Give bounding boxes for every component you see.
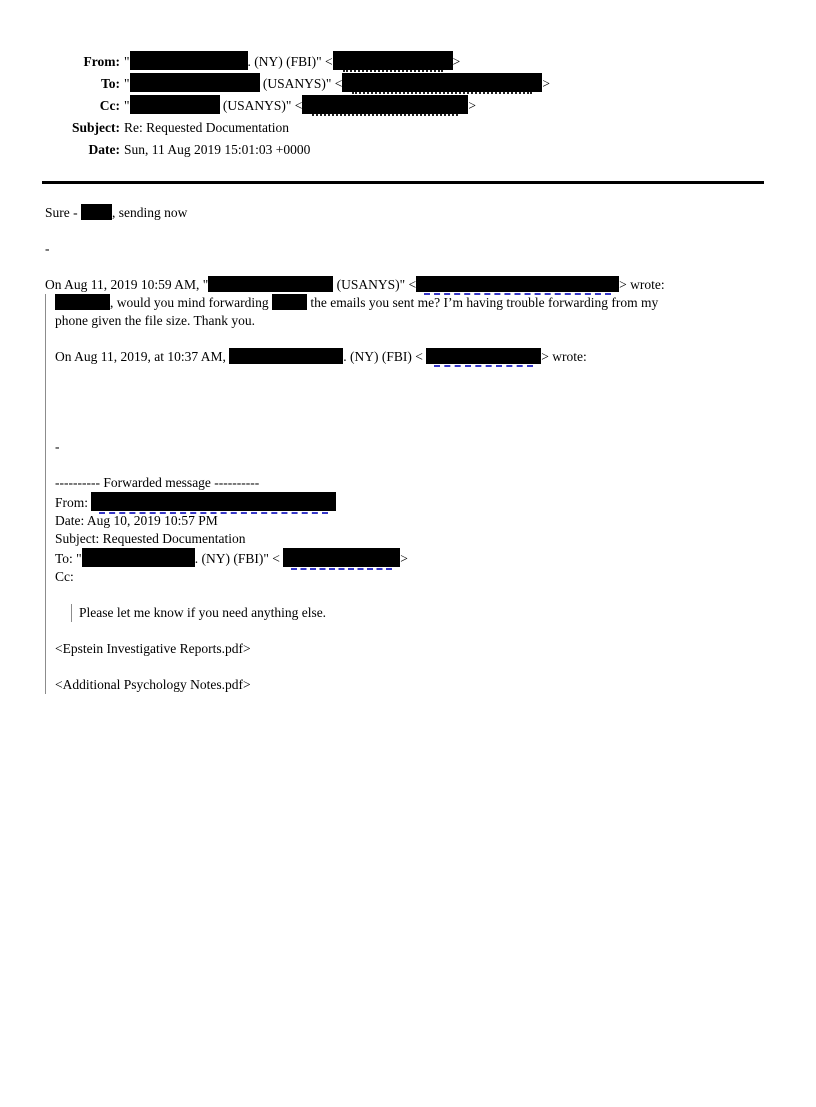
attachment-1: <Epstein Investigative Reports.pdf> — [55, 641, 251, 656]
cc-suffix: > — [468, 98, 477, 113]
quote1-intro-mid: (USANYS)" < — [333, 277, 417, 292]
redaction-from-email — [333, 51, 453, 70]
header-row-to — [58, 73, 816, 95]
date-value: Sun, 11 Aug 2019 15:01:03 +0000 — [124, 142, 311, 157]
forwarded-message-divider: ---------- Forwarded message ---------- — [55, 475, 260, 490]
quote1-intro-post: > wrote: — [619, 277, 665, 292]
cc-quote: " — [124, 98, 130, 113]
header-divider-rule — [42, 181, 764, 184]
redaction-cc-email — [302, 95, 468, 114]
quote2-intro-line — [55, 348, 761, 366]
redaction-fwd-from — [91, 492, 336, 511]
email-header — [58, 51, 816, 161]
redaction-para-name1 — [55, 294, 110, 310]
cc-middle: (USANYS)" < — [219, 98, 303, 113]
para1-a: , would you mind forwarding — [110, 295, 272, 310]
cc-value — [124, 95, 816, 117]
redaction-quote1-name — [208, 276, 333, 292]
spacer — [55, 366, 761, 438]
quoted-reply-level1 — [45, 294, 761, 694]
to-middle: (USANYS)" < — [259, 76, 343, 91]
email-body — [45, 204, 761, 694]
fwd-from-label: From: — [55, 495, 89, 510]
subject-value: Re: Requested Documentation — [124, 120, 289, 135]
spacer — [55, 330, 761, 348]
greeting-line — [45, 204, 761, 222]
inner-signature-dash: - — [55, 439, 60, 454]
redaction-fwd-to-email — [283, 548, 400, 567]
greeting-post: , sending now — [112, 205, 188, 220]
redaction-to-name — [130, 73, 260, 92]
quote1-intro-pre: On Aug 11, 2019 10:59 AM, " — [45, 277, 209, 292]
quote2-intro-mid: . (NY) (FBI) < — [343, 349, 427, 364]
quote1-intro-line — [45, 276, 761, 294]
greeting-pre: Sure - — [45, 205, 81, 220]
attachment-2: <Additional Psychology Notes.pdf> — [55, 677, 251, 692]
fwd-to-post: > — [400, 551, 408, 566]
fwd-from-line — [55, 492, 761, 512]
to-suffix: > — [542, 76, 551, 91]
para1-b: the emails you sent me? I’m having trouble forwarding from my — [306, 295, 659, 310]
date-label: Date: — [88, 142, 120, 157]
redaction-cc-name — [130, 95, 220, 114]
fwd-cc-line: Cc: — [55, 569, 74, 584]
fwd-to-pre: To: " — [55, 551, 82, 566]
from-value — [124, 51, 816, 73]
from-suffix: > — [452, 54, 461, 69]
fwd-subject-line: Subject: Requested Documentation — [55, 531, 246, 546]
header-row-from — [58, 51, 816, 73]
header-row-date — [58, 139, 816, 161]
spacer — [55, 622, 761, 640]
redaction-to-email — [342, 73, 542, 92]
redaction-para-name2 — [272, 294, 307, 310]
subject-label: Subject: — [72, 120, 120, 135]
redaction-from-name — [130, 51, 248, 70]
fwd-to-mid: . (NY) (FBI)" < — [194, 551, 284, 566]
spacer — [55, 658, 761, 676]
header-row-subject — [58, 117, 816, 139]
redaction-quote1-email — [416, 276, 619, 292]
fwd-to-line — [55, 548, 761, 568]
to-value — [124, 73, 816, 95]
redaction-quote2-name — [229, 348, 343, 364]
spacer — [45, 222, 761, 240]
header-row-cc — [58, 95, 816, 117]
spacer — [45, 258, 761, 276]
to-quote: " — [124, 76, 130, 91]
cc-label: Cc: — [99, 98, 120, 113]
signature-dash: - — [45, 241, 50, 256]
redaction-greeting-name — [81, 204, 112, 220]
email-document-page — [0, 51, 816, 1107]
quoted-reply-level2 — [71, 604, 761, 622]
redaction-quote2-email — [426, 348, 541, 364]
spacer — [55, 586, 761, 604]
quoted-paragraph — [55, 294, 761, 330]
quote2-intro-post: > wrote: — [541, 349, 587, 364]
from-quote: " — [124, 54, 130, 69]
from-label: From: — [83, 54, 120, 69]
quote2-intro-pre: On Aug 11, 2019, at 10:37 AM, — [55, 349, 230, 364]
para1-c: phone given the file size. Thank you. — [55, 313, 255, 328]
to-label: To: — [100, 76, 120, 91]
fwd-date-line: Date: Aug 10, 2019 10:57 PM — [55, 513, 218, 528]
fwd-message-text: Please let me know if you need anything else. — [79, 605, 327, 620]
spacer — [55, 456, 761, 474]
redaction-fwd-to-name — [82, 548, 195, 567]
from-middle: . (NY) (FBI)" < — [247, 54, 333, 69]
